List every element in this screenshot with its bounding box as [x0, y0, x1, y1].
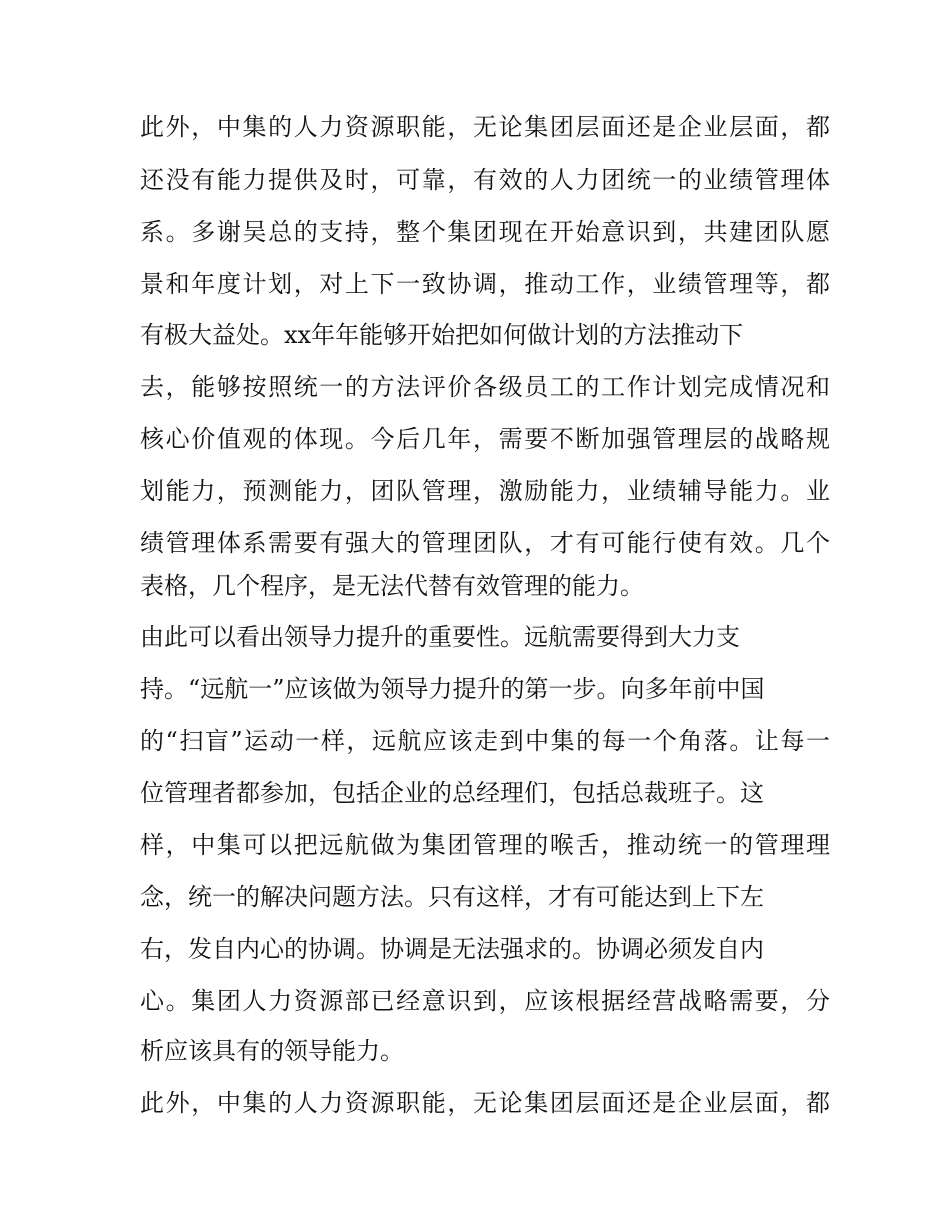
text-line: 持。“远航一”应该做为领导力提升的第一步。向多年前中国 [140, 675, 765, 703]
text-line: 心。集团人力资源部已经意识到，应该根据经营战略需要，分 [140, 987, 830, 1015]
text-line: 念，统一的解决问题方法。只有这样，才有可能达到上下左 [140, 883, 764, 911]
text-line: 析应该具有的领导能力。 [140, 1037, 404, 1065]
text-line: 有极大益处。xx年年能够开始把如何做计划的方法推动下 [140, 321, 744, 349]
text-line: 核心价值观的体现。今后几年，需要不断加强管理层的战略规 [140, 425, 830, 453]
text-line: 位管理者都参加，包括企业的总经理们，包括总裁班子。这 [140, 779, 764, 807]
text-line: 右，发自内心的协调。协调是无法强求的。协调必须发自内 [140, 935, 764, 963]
text-line: 的“扫盲”运动一样，远航应该走到中集的每一个角落。让每一 [140, 727, 830, 755]
text-line: 此外，中集的人力资源职能，无论集团层面还是企业层面，都 [140, 1089, 830, 1117]
text-line: 此外，中集的人力资源职能，无论集团层面还是企业层面，都 [140, 113, 830, 141]
text-line: 由此可以看出领导力提升的重要性。远航需要得到大力支 [140, 623, 740, 651]
text-line: 表格，几个程序，是无法代替有效管理的能力。 [140, 572, 644, 600]
text-line: 景和年度计划，对上下一致协调，推动工作，业绩管理等，都 [140, 270, 830, 298]
text-line: 系。多谢吴总的支持，整个集团现在开始意识到，共建团队愿 [140, 218, 830, 246]
text-line: 划能力，预测能力，团队管理，激励能力，业绩辅导能力。业 [140, 477, 830, 505]
text-line: 还没有能力提供及时，可靠，有效的人力团统一的业绩管理体 [140, 166, 830, 194]
text-line: 去，能够按照统一的方法评价各级员工的工作计划完成情况和 [140, 373, 830, 401]
text-line: 样，中集可以把远航做为集团管理的喉舌，推动统一的管理理 [140, 831, 830, 859]
text-line: 绩管理体系需要有强大的管理团队，才有可能行使有效。几个 [140, 529, 830, 557]
